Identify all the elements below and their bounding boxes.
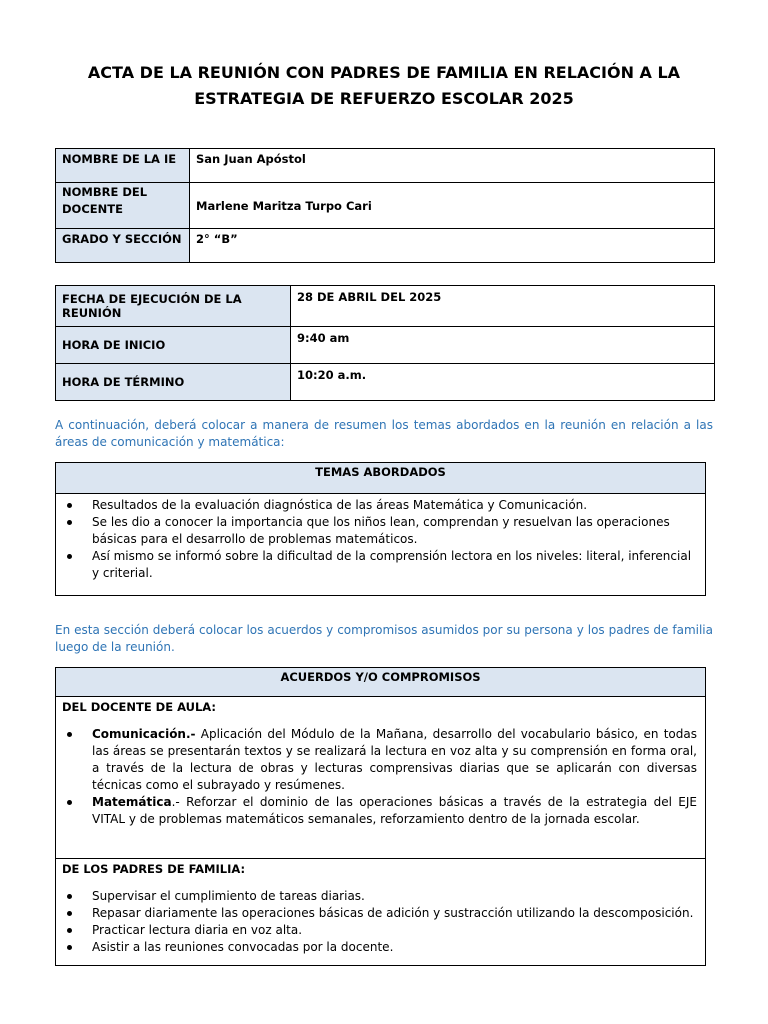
grado-value: 2° “B” [190, 229, 715, 263]
title-line-1: ACTA DE LA REUNIÓN CON PADRES DE FAMILIA EN RELACIÓN A LA [87, 63, 681, 82]
table-row [56, 229, 715, 263]
docente-list [56, 720, 705, 828]
item-lead: Matemática [92, 795, 172, 809]
list-item: Asistir a las reuniones convocadas por la docente. [56, 939, 705, 956]
fecha-label: FECHA DE EJECUCIÓN DE LA REUNIÓN [56, 286, 291, 327]
padres-section [56, 859, 705, 956]
document-title [70, 60, 698, 112]
item-text: .- Reforzar el dominio de las operaciones básicas a través de la estrategia del EJE VITAL y de problemas matemáticos semanales, reforzamiento dentro de la jornada escolar. [92, 795, 697, 826]
docente-section-title: DEL DOCENTE DE AULA: [62, 700, 217, 714]
table-row [56, 183, 715, 229]
item-text: Aplicación del Módulo de la Mañana, desarrollo del vocabulario básico, en todas las áreas se presentarán textos y se realizará la lectura en voz alta y su comprensión en forma oral, a través de la lectura de obras y lecturas comprensivas diarias que se aplicarán con diversas técnicas como el subrayado y resúmenes. [92, 727, 697, 792]
docente-label-line-1: NOMBRE DEL [62, 185, 148, 199]
title-line-2: ESTRATEGIA DE REFUERZO ESCOLAR 2025 [194, 89, 574, 108]
docente-value: Marlene Maritza Turpo Cari [190, 183, 715, 229]
fecha-value: 28 DE ABRIL DEL 2025 [291, 286, 715, 327]
padres-section-title: DE LOS PADRES DE FAMILIA: [62, 862, 246, 876]
list-item: Practicar lectura diaria en voz alta. [56, 922, 705, 939]
item-lead: Comunicación.- [92, 727, 196, 741]
schedule-table [55, 285, 715, 401]
ie-label: NOMBRE DE LA IE [56, 149, 190, 183]
termino-label: HORA DE TÉRMINO [56, 364, 291, 401]
inicio-value: 9:40 am [291, 327, 715, 364]
docente-section [56, 697, 705, 859]
temas-instruction: A continuación, deberá colocar a manera de resumen los temas abordados en la reunión en relación a las áreas de comunicación y matemática: [55, 418, 713, 449]
school-info-table [55, 148, 715, 263]
list-item: Repasar diariamente las operaciones básicas de adición y sustracción utilizando la descomposición. [56, 905, 705, 922]
docente-label-line-2: DOCENTE [62, 202, 123, 216]
list-item: Supervisar el cumplimiento de tareas diarias. [56, 888, 705, 905]
list-item: Así mismo se informó sobre la dificultad de la comprensión lectora en los niveles: literal, inferencial y criterial. [56, 548, 705, 582]
table-row [56, 364, 715, 401]
docente-label [56, 183, 190, 229]
ie-value: San Juan Apóstol [190, 149, 715, 183]
list-item [56, 794, 705, 828]
table-row [56, 286, 715, 327]
list-item [56, 726, 705, 794]
inicio-label: HORA DE INICIO [56, 327, 291, 364]
temas-list [56, 494, 705, 582]
table-row [56, 327, 715, 364]
table-row [56, 149, 715, 183]
acuerdos-header: ACUERDOS Y/O COMPROMISOS [56, 668, 705, 697]
temas-table [55, 462, 706, 596]
grado-label: GRADO Y SECCIÓN [56, 229, 190, 263]
termino-value: 10:20 a.m. [291, 364, 715, 401]
temas-header: TEMAS ABORDADOS [56, 463, 705, 494]
list-item: Resultados de la evaluación diagnóstica de las áreas Matemática y Comunicación. [56, 497, 705, 514]
padres-list [56, 882, 705, 956]
list-item: Se les dio a conocer la importancia que los niños lean, comprendan y resuelvan las operaciones básicas para el desarrollo de problemas matemáticos. [56, 514, 705, 548]
acuerdos-table [55, 667, 706, 966]
acuerdos-instruction: En esta sección deberá colocar los acuerdos y compromisos asumidos por su persona y los padres de familia luego de la reunión. [55, 623, 713, 654]
